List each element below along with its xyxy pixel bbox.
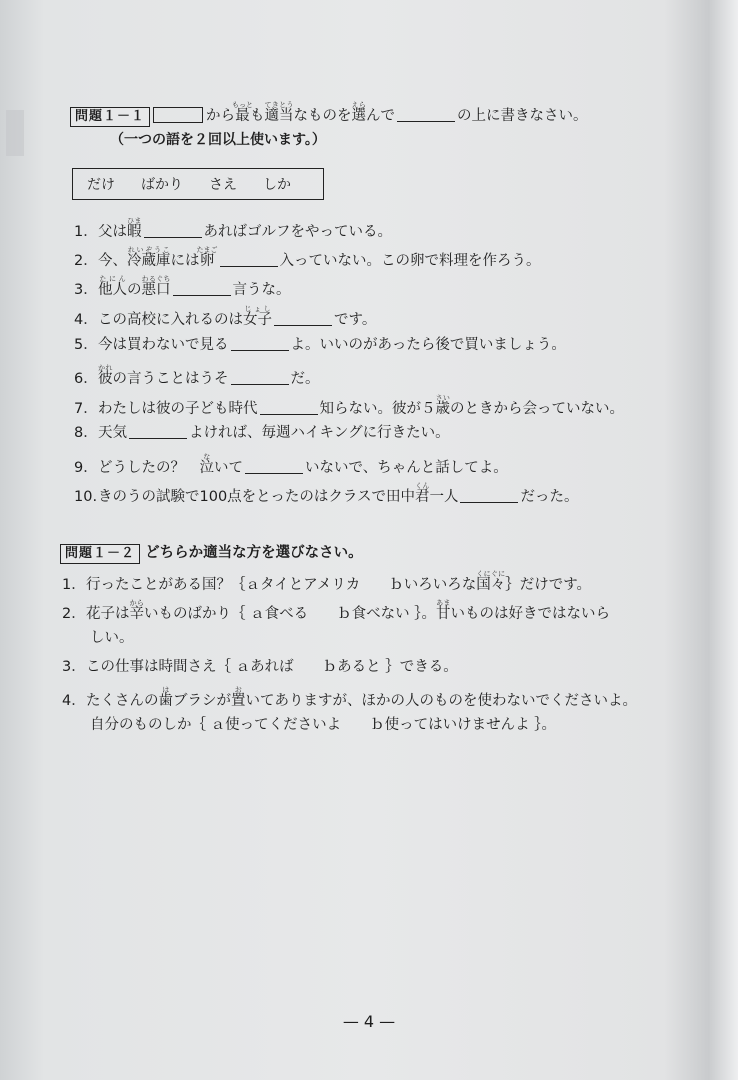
answer-blank[interactable] [173,281,231,296]
page-number: — 4 — [342,1012,396,1031]
q1-item-10: 10.きのうの試験で100点をとったのはクラスで田中君くん一人 だった。 [74,482,579,505]
q1-item-9: 9．どうしたの？ 泣ないて いないで、ちゃんと話してよ。 [74,453,508,476]
q2-item-2: 2．花子は辛からいものばかり｛ ａ食べる ｂ食べない ｝。甘あまいものは好きではないら [62,599,610,622]
answer-blank[interactable] [129,424,187,439]
bleed-through-mark [6,110,24,156]
q1-note: （一つの語を２回以上使います。） [110,132,326,148]
q2-item-1: 1．行ったことがある国？｛ａタイとアメリカ ｂいろいろな国々くにぐに｝だけです。 [62,570,592,593]
q2-item-4: 4．たくさんの歯はブラシが置おいてありますが、ほかの人のものを使わないでくださいよ。 [62,686,637,709]
choice-word: だけ [87,177,115,193]
answer-blank[interactable] [274,311,332,326]
q1-section-label: 問題１－１ [70,107,150,127]
q2-item-3: 3．この仕事は時間さえ｛ ａあれば ｂあると ｝できる。 [62,659,458,675]
q2-section-label: 問題１－２ [60,544,140,564]
answer-blank[interactable] [220,252,278,267]
answer-blank[interactable] [231,370,289,385]
q1-item-6: 6．彼かれの言うことはうそ だ。 [74,364,320,387]
choice-word: さえ [209,177,237,193]
answer-blank[interactable] [460,488,518,503]
q1-instruction: 問題１－１ から最もっとも適当てきとうなものを選えらんで の上に書きなさい。 [70,101,588,127]
q2-instruction: 問題１－２ どちらか適当な方を選びなさい。 [60,541,363,564]
answer-blank[interactable] [231,336,289,351]
answer-blank[interactable] [144,223,202,238]
q2-item-4-line2: 自分のものしか｛ ａ使ってくださいよ ｂ使ってはいけませんよ ｝。 [90,717,556,733]
choice-word: しか [263,177,291,193]
q1-item-2: 2．今、冷蔵庫れいぞうこには卵たまご入っていない。この卵で料理を作ろう。 [74,246,541,269]
choice-word: ばかり [141,177,183,193]
answer-blank[interactable] [245,459,303,474]
q1-item-8: 8．天気 よければ、毎週ハイキングに行きたい。 [74,425,450,441]
q1-instruction-blank [397,107,455,122]
q2-item-2-continued: しい。 [90,630,134,646]
q1-item-4: 4．この高校に入れるのは女子じょしです。 [74,305,377,328]
q1-item-7: 7．わたしは彼の子ども時代 知らない。彼が５歳さいのときから会っていない。 [74,394,624,417]
q1-item-1: 1．父は暇ひまあればゴルフをやっている。 [74,217,392,240]
q1-box-blank [153,107,203,123]
word-choice-box [72,168,324,200]
q1-item-3: 3．他人たにんの悪口わるぐち言うな。 [74,275,291,298]
answer-blank[interactable] [260,400,318,415]
q1-item-5: 5．今は買わないで見る よ。いいのがあったら後で買いましょう。 [74,337,566,353]
